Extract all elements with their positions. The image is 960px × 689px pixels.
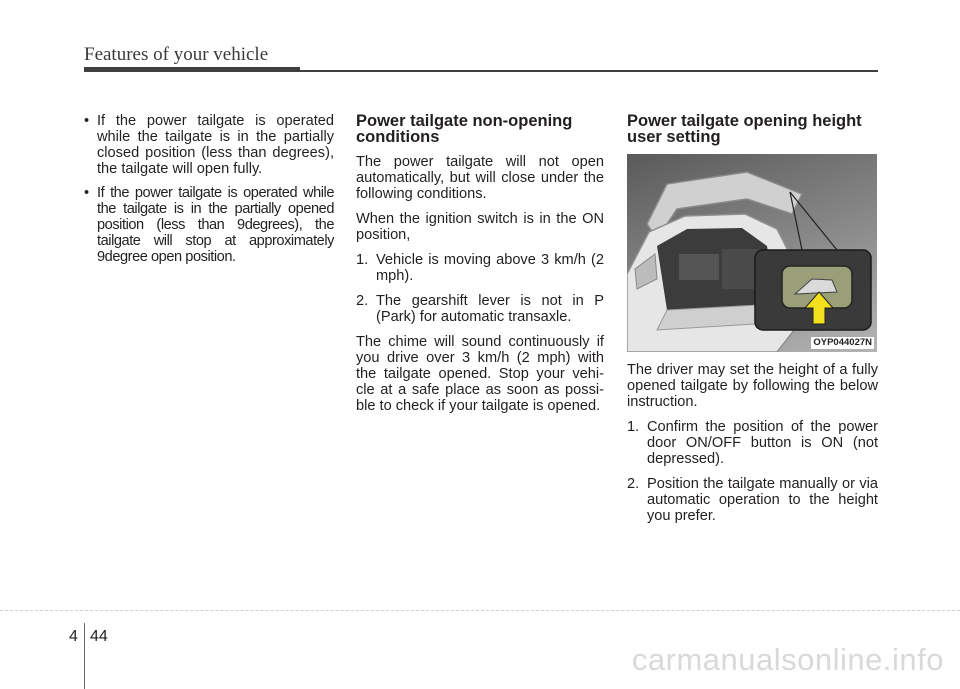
bullet-text: If the power tailgate is operated while the tailgate is in the partially closed position (less than degrees), the tailgate will open fully. bbox=[97, 113, 334, 177]
page-number: 44 bbox=[90, 628, 108, 645]
numbered-item bbox=[627, 476, 878, 524]
chapter-number: 4 bbox=[69, 628, 78, 645]
watermark: carmanualsonline.info bbox=[631, 642, 944, 677]
item-text: The gearshift lever is not in P (Park) for automatic transaxle. bbox=[376, 293, 604, 325]
tailgate-illustration bbox=[627, 154, 877, 352]
numbered-item bbox=[356, 293, 604, 325]
item-text: Vehicle is moving above 3 km/h (2 mph). bbox=[376, 252, 604, 284]
figure-code: OYP044027N bbox=[813, 337, 872, 348]
column-left bbox=[84, 113, 334, 273]
page-header-title: Features of your vehicle bbox=[84, 44, 269, 65]
header-rule bbox=[300, 70, 878, 72]
paragraph: The driver may set the height of a fully opened tailgate by following the below instruction. bbox=[627, 362, 878, 410]
tailgate-drawing bbox=[627, 154, 877, 352]
footer-divider bbox=[84, 623, 85, 689]
bullet-dot: • bbox=[84, 113, 90, 129]
item-number: 2. bbox=[627, 476, 640, 492]
bullet-dot: • bbox=[84, 185, 89, 201]
header-bar bbox=[84, 67, 300, 72]
item-number: 1. bbox=[627, 419, 640, 435]
item-number: 2. bbox=[356, 293, 369, 309]
item-text: Position the tailgate manually or via automatic operation to the height you prefer. bbox=[647, 476, 878, 524]
section-heading: Power tailgate opening height user setting bbox=[627, 112, 862, 146]
item-text: Confirm the position of the power door ON/OFF button is ON (not depressed). bbox=[647, 419, 878, 467]
numbered-item bbox=[356, 252, 604, 284]
paragraph: When the ignition switch is in the ON position, bbox=[356, 211, 604, 243]
paragraph: The power tailgate will not open automatically, but will close under the following conditions. bbox=[356, 154, 604, 202]
item-number: 1. bbox=[356, 252, 369, 268]
numbered-item bbox=[627, 419, 878, 467]
bullet-item bbox=[84, 185, 334, 265]
bullet-text: If the power tailgate is operated while the tailgate is in the partially opened position (less than 9degrees), the tailgate will stop at approximately 9degree open position. bbox=[97, 185, 334, 265]
paragraph: The chime will sound continuously if you drive over 3 km/h (2 mph) with the tailgate opened. Stop your vehi-cle at a safe place as soon as possi-ble to check if your tailgate is opened. bbox=[356, 334, 604, 414]
bullet-item bbox=[84, 113, 334, 177]
column-middle bbox=[356, 113, 604, 423]
footer-guide-line bbox=[0, 610, 960, 611]
column-right bbox=[627, 113, 878, 533]
section-heading: Power tailgate non-opening conditions bbox=[356, 112, 573, 146]
